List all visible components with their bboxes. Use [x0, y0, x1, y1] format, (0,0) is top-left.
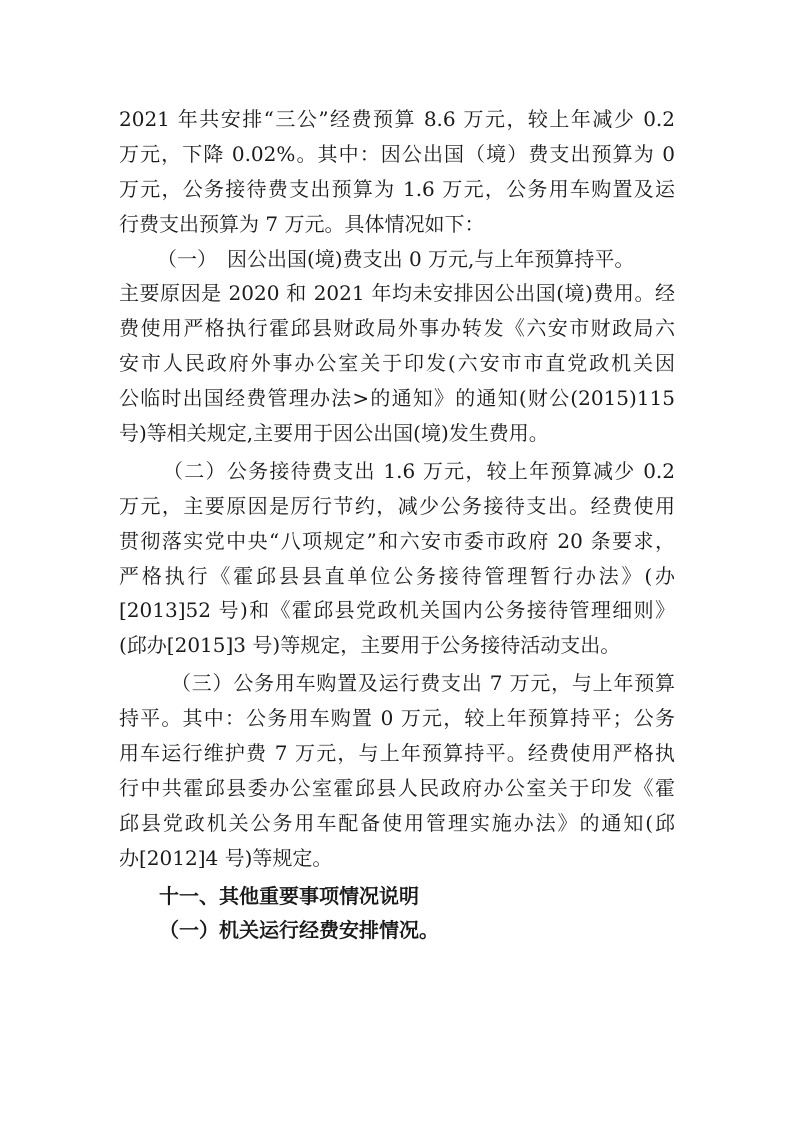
- text-line: 万元，公务接待费支出预算为 1.6 万元，公务用车购置及运: [119, 176, 675, 201]
- paragraph-official-reception: [119, 454, 675, 663]
- text-line: (邱办[2015]3 号)等规定，主要用于公务接待活动支出。: [119, 633, 621, 658]
- text-line: （三）公务用车购置及运行费支出 7 万元，与上年预算: [171, 671, 675, 696]
- text-line: 号)等相关规定,主要用于因公出国(境)发生费用。: [119, 421, 549, 446]
- text-line: 用车运行维护费 7 万元，与上年预算持平。经费使用严格执: [119, 741, 675, 766]
- text-line: 行中共霍邱县委办公室霍邱县人民政府办公室关于印发《霍: [119, 775, 675, 800]
- text-line: 万元，下降 0.02%。其中：因公出国（境）费支出预算为 0: [119, 141, 675, 166]
- section-heading: 十一、其他重要事项情况说明: [159, 883, 419, 908]
- text-line: 贯彻落实党中央“八项规定”和六安市委市政府 20 条要求，: [119, 528, 675, 553]
- text-line: 费使用严格执行霍邱县财政局外事办转发《六安市财政局六: [119, 316, 675, 341]
- text-line: 万元，主要原因是厉行节约，减少公务接待支出。经费使用: [119, 493, 675, 518]
- text-line: 公临时出国经费管理办法>的通知》的通知(财公(2015)115: [119, 386, 675, 411]
- document-page: [119, 102, 675, 948]
- text-line: 持平。其中：公务用车购置 0 万元，较上年预算持平；公务: [119, 706, 675, 731]
- text-line: 安市人民政府外事办公室关于印发(六安市市直党政机关因: [119, 351, 675, 376]
- text-line: 邱县党政机关公务用车配备使用管理实施办法》的通知(邱: [119, 810, 675, 835]
- text-line: 严格执行《霍邱县县直单位公务接待管理暂行办法》(办: [119, 563, 675, 588]
- paragraph-three-public-budget: [119, 102, 675, 242]
- text-line: [2013]52 号)和《霍邱县党政机关国内公务接待管理细则》: [119, 598, 675, 623]
- text-line: （二）公务接待费支出 1.6 万元，较上年预算减少 0.2: [163, 458, 675, 483]
- subsection-heading: （一）机关运行经费安排情况。: [159, 918, 439, 943]
- text-line: 主要原因是 2020 和 2021 年均未安排因公出国(境)费用。经: [119, 281, 675, 306]
- text-line: 办[2012]4 号)等规定。: [119, 845, 333, 870]
- text-line: 行费支出预算为 7 万元。具体情况如下：: [119, 211, 485, 236]
- text-line: 2021 年共安排“三公”经费预算 8.6 万元，较上年减少 0.2: [119, 107, 675, 131]
- paragraph-overseas-travel: [119, 242, 675, 451]
- text-line: （一） 因公出国(境)费支出 0 万元,与上年预算持平。: [157, 246, 635, 271]
- paragraph-official-vehicles: [119, 666, 675, 875]
